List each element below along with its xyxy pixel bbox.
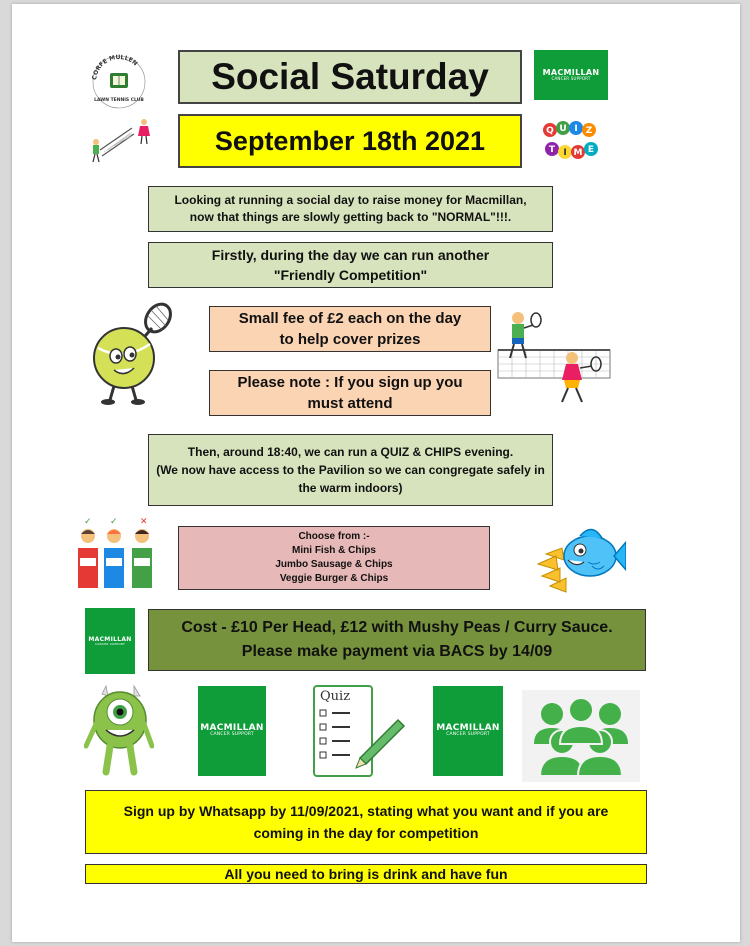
menu-box (178, 526, 490, 590)
intro-line-1: Looking at running a social day to raise money for Macmillan, (174, 193, 527, 207)
page-title: Social Saturday (211, 56, 489, 97)
tennis-kids-icon (86, 112, 156, 170)
event-date: September 18th 2021 (214, 125, 486, 156)
competition-line-1: Firstly, during the day we can run another (211, 247, 490, 263)
svg-text:LAWN TENNIS CLUB: LAWN TENNIS CLUB (94, 98, 144, 103)
menu-heading: Choose from :- (298, 531, 370, 542)
note-box (209, 370, 491, 416)
macmillan-logo-side: MACMILLAN CANCER SUPPORT (85, 608, 135, 674)
signup-box (85, 790, 647, 854)
signup-line-2: coming in the day for competition (253, 825, 479, 841)
bring-text: All you need to bring is drink and have fun (224, 866, 508, 882)
quiz-box (148, 434, 553, 506)
signup-line-1: Sign up by Whatsapp by 11/09/2021, stating what you want and if you are (123, 803, 609, 819)
note-line-1: Please note : If you sign up you (237, 374, 463, 391)
quiz-line-3: the warm indoors) (298, 481, 403, 495)
menu-item: Veggie Burger & Chips (279, 573, 389, 584)
cost-line-1: Cost - £10 Per Head, £12 with Mushy Peas / Curry Sauce. (181, 619, 613, 636)
svg-text:Z: Z (585, 126, 593, 136)
competition-box (148, 242, 553, 288)
svg-text:T: T (548, 145, 556, 155)
competition-line-2: "Friendly Competition" (273, 267, 428, 283)
fee-box (209, 306, 491, 352)
intro-box (148, 186, 553, 232)
svg-text:M: M (573, 148, 583, 158)
fee-line-1: Small fee of £2 each on the day (238, 310, 462, 327)
cost-box (148, 609, 646, 671)
svg-text:Q: Q (546, 126, 554, 136)
bring-box (85, 864, 647, 884)
menu-item: Mini Fish & Chips (292, 545, 376, 556)
quiz-line-1: Then, around 18:40, we can run a QUIZ & CHIPS evening. (187, 445, 514, 459)
people-group-icon (522, 690, 640, 782)
svg-text:I: I (574, 124, 578, 134)
fish-and-chips-icon (536, 514, 626, 598)
voting-kids-icon (74, 514, 158, 592)
quiz-line-2: (We now have access to the Pavilion so we can congregate safely in (156, 463, 545, 477)
svg-text:✓: ✓ (110, 517, 118, 527)
monster-icon (84, 684, 154, 780)
quiz-sheet-icon (310, 684, 406, 780)
note-line-2: must attend (307, 395, 393, 412)
svg-text:✕: ✕ (140, 517, 148, 527)
fee-line-2: to help cover prizes (279, 331, 421, 348)
svg-text:Quiz: Quiz (320, 689, 351, 704)
date-box (178, 114, 522, 168)
svg-text:✓: ✓ (84, 517, 92, 527)
macmillan-logo-middle-1: MACMILLAN CANCER SUPPORT (198, 686, 266, 776)
intro-line-2: now that things are slowly getting back to "NORMAL"!!!. (189, 210, 512, 224)
title-box (178, 50, 522, 104)
macmillan-logo-middle-2: MACMILLAN CANCER SUPPORT (433, 686, 503, 776)
quiz-time-icon (540, 118, 600, 166)
macmillan-logo-top: MACMILLAN CANCER SUPPORT (534, 50, 608, 100)
svg-text:E: E (587, 145, 595, 155)
cost-line-2: Please make payment via BACS by 14/09 (241, 643, 553, 660)
tennis-ball-mascot-icon (88, 300, 174, 408)
svg-text:I: I (563, 148, 567, 158)
tennis-players-icon (496, 306, 614, 408)
svg-text:CORFE MULLEN: CORFE MULLEN (91, 53, 139, 81)
club-logo (88, 52, 150, 110)
menu-item: Jumbo Sausage & Chips (275, 559, 393, 570)
svg-text:U: U (559, 124, 567, 134)
